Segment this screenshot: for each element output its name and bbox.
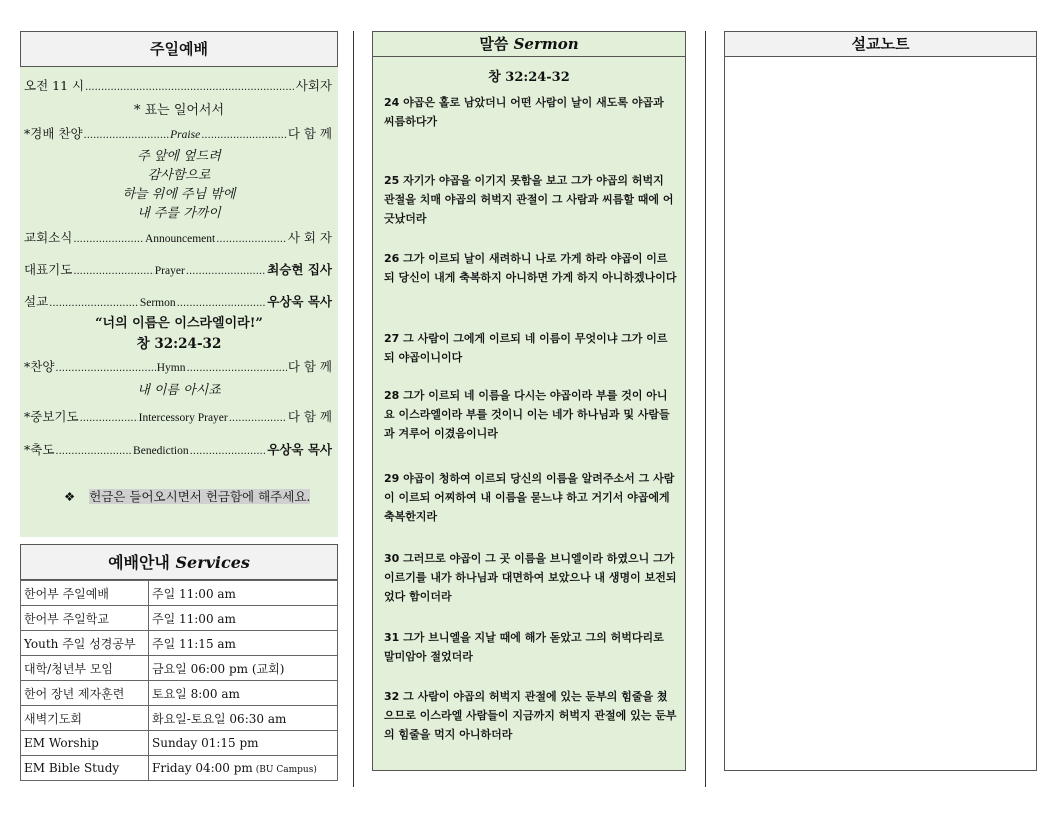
praise-song: 하늘 위에 주님 밖에: [122, 187, 236, 202]
hymn-en: Hymn: [156, 362, 186, 374]
praise-song: 내 주를 가까이: [137, 206, 221, 221]
service-row: [21, 681, 338, 706]
service-time-cell: [149, 631, 338, 656]
verse: 30 그러므로 야곱이 그 곳 이름을 브니엘이라 하였으니 그가 이르기를 내가 하나님과 대면하여 보았으나 내 생명이 보전되었다 함이더라: [384, 552, 677, 603]
service-time: Sunday 01:15 pm: [152, 736, 259, 750]
hymn-role: 다 함 께: [287, 359, 332, 374]
service-time-cell: [149, 756, 338, 781]
service-name: 대학/청년부 모임: [21, 656, 149, 681]
announce-en: Announcement: [144, 233, 216, 245]
sermon-role: 우상욱 목사: [267, 294, 333, 309]
prayer-role: 최승현 집사: [267, 262, 332, 277]
offering-note-row: [64, 487, 310, 505]
diamond-bullet-icon: ❖: [64, 489, 76, 504]
service-time-cell: [149, 606, 338, 631]
stand-note: * 표는 일어서서: [133, 103, 225, 118]
praise-en: Praise: [170, 129, 201, 141]
benediction-role: 우상욱 목사: [267, 442, 332, 457]
service-name: 한어부 주일예배: [21, 581, 149, 606]
scripture-reference: 창 32:24-32: [488, 70, 570, 85]
column-divider: [705, 31, 706, 787]
service-time: 토요일 8:00 am: [152, 686, 240, 701]
service-time-cell: [149, 681, 338, 706]
sermon-label: 설교: [24, 294, 49, 309]
praise-label: *경배 찬양: [24, 126, 83, 141]
sermon-en: Sermon: [139, 297, 176, 309]
intercede-en: Intercessory Prayer: [138, 412, 228, 424]
prayer-label: 대표기도: [24, 262, 73, 277]
verse: 31 그가 브니엘을 지날 때에 해가 돋았고 그의 허벅다리로 말미암아 절었더라: [384, 631, 664, 663]
announce-row: [24, 228, 332, 246]
service-name: 한어 장년 제자훈련: [21, 681, 149, 706]
praise-song: 주 앞에 엎드려: [137, 149, 221, 164]
column-divider: [353, 31, 354, 787]
service-name: 새벽기도회: [21, 706, 149, 731]
service-row: [21, 581, 338, 606]
notes-title: [724, 31, 1037, 57]
verse: 27 그 사람이 그에게 이르되 네 이름이 무엇이냐 그가 이르되 야곱이니이다: [384, 332, 668, 364]
verse: 25 자기가 야곱을 이기지 못함을 보고 그가 야곱의 허벅지 관절을 치매 야곱의 허벅지 관절이 그 사람과 씨름할 때에 어긋났더라: [384, 174, 674, 225]
intercede-label: *중보기도: [24, 409, 79, 424]
sermon-row: [24, 292, 332, 310]
service-time: 주일 11:15 am: [152, 636, 236, 651]
service-name: EM Bible Study: [21, 756, 149, 781]
services-title-en: Services: [175, 553, 250, 572]
service-time: 금요일 06:00 pm (교회): [152, 661, 285, 676]
benediction-row: [24, 440, 332, 458]
service-time: 화요일-토요일 06:30 am: [152, 711, 287, 726]
service-row: [21, 656, 338, 681]
scripture-panel: [372, 57, 686, 771]
hymn-song: 내 이름 아시죠: [137, 383, 221, 398]
service-row: [21, 606, 338, 631]
praise-role: 다 함 께: [287, 126, 332, 141]
service-row: [21, 731, 338, 756]
benediction-en: Benediction: [133, 445, 189, 457]
verse: 24 야곱은 홀로 남았더니 어떤 사람이 날이 새도록 야곱과 씨름하다가: [384, 96, 664, 128]
service-time-cell: [149, 731, 338, 756]
hymn-row: [24, 357, 332, 375]
verse: 28 그가 이르되 네 이름을 다시는 야곱이라 부를 것이 아니요 이스라엘이라 부를 것이니 이는 네가 하나님과 및 사람들과 겨루어 이겼음이니라: [384, 389, 670, 440]
sermon-title-header: [372, 31, 686, 57]
worship-time-role: 사회자: [295, 78, 332, 93]
service-name: EM Worship: [21, 731, 149, 756]
intercede-row: [24, 407, 332, 425]
announce-label: 교회소식: [24, 230, 73, 245]
verse: 26 그가 이르되 날이 새려하니 나로 가게 하라 야곱이 이르되 당신이 내게 축복하지 아니하면 가게 하지 아니하겠나이다: [384, 252, 677, 284]
praise-song: 감사함으로: [147, 168, 211, 183]
worship-title: [20, 31, 338, 67]
services-title-ko: 예배안내: [108, 553, 170, 572]
offering-note: 헌금은 들어오시면서 헌금함에 해주세요.: [89, 489, 311, 504]
notes-title-text: 설교노트: [851, 35, 910, 53]
worship-title-text: 주일예배: [150, 40, 208, 58]
services-title: [20, 544, 338, 580]
service-time-cell: [149, 706, 338, 731]
announce-role: 사 회 자: [287, 230, 333, 245]
praise-row: [24, 124, 332, 142]
service-time: 주일 11:00 am: [152, 586, 236, 601]
service-row: [21, 706, 338, 731]
worship-order: [20, 67, 338, 537]
service-location: (BU Campus): [255, 765, 317, 775]
service-row: [21, 631, 338, 656]
services-table: [20, 580, 338, 781]
service-row: [21, 756, 338, 781]
service-time: Friday 04:00 pm: [152, 761, 253, 775]
sermon-title: “너의 이름은 이스라엘이라!”: [95, 316, 263, 331]
service-name: 한어부 주일학교: [21, 606, 149, 631]
hymn-label: *찬양: [24, 359, 55, 374]
worship-time-row: [24, 76, 332, 94]
verse: 32 그 사람이 야곱의 허벅지 관절에 있는 둔부의 힘줄을 쳤으므로 이스라엘 사람들이 지금까지 허벅지 관절에 있는 둔부의 힘줄을 먹지 아니하더라: [384, 690, 677, 741]
verse: 29 야곱이 청하여 이르되 당신의 이름을 알려주소서 그 사람이 이르되 어찌하여 내 이름을 묻느냐 하고 거기서 야곱에게 축복한지라: [384, 472, 675, 523]
benediction-label: *축도: [24, 442, 55, 457]
service-name: Youth 주일 성경공부: [21, 631, 149, 656]
service-time: 주일 11:00 am: [152, 611, 236, 626]
service-time-cell: [149, 581, 338, 606]
service-time-cell: [149, 656, 338, 681]
sermon-reference: 창 32:24-32: [136, 336, 222, 352]
sermon-header-en: Sermon: [513, 35, 579, 53]
prayer-en: Prayer: [154, 265, 185, 277]
worship-time: 오전 11 시: [24, 78, 85, 93]
prayer-row: [24, 260, 332, 278]
sermon-header-ko: 말씀: [479, 35, 509, 53]
intercede-role: 다 함 께: [287, 409, 332, 424]
notes-area[interactable]: [724, 57, 1037, 771]
